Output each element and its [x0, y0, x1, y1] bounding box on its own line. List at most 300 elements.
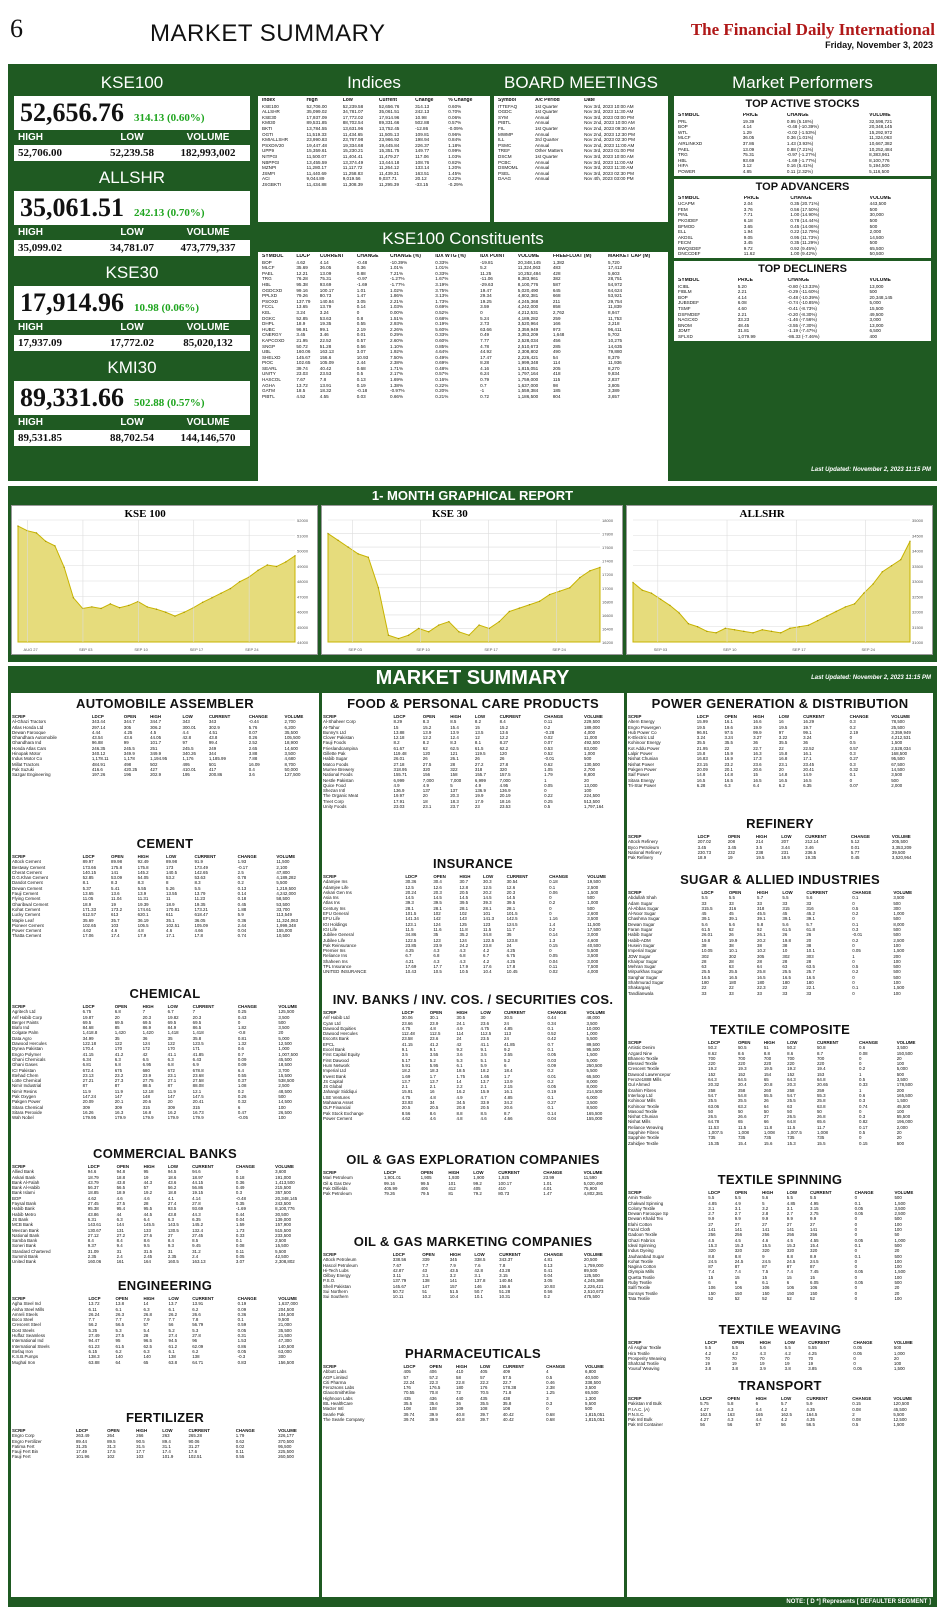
chart-point: [499, 621, 500, 622]
table-cell: 7.4: [708, 1269, 715, 1275]
table-cell: 8.3: [422, 719, 429, 725]
column-header: LOW: [166, 854, 177, 859]
column-header: HIGH: [449, 1252, 461, 1257]
table-cell: 14,500: [869, 234, 884, 240]
table-cell: PPLXD: [262, 293, 278, 299]
table-cell: 20.09: [82, 1099, 94, 1105]
table-cell: 7.7: [168, 1317, 175, 1323]
table-cell: 12.4: [450, 735, 459, 741]
table-cell: 12.6: [506, 884, 516, 890]
table-cell: 5,702: [608, 332, 620, 338]
indices-table-box: [258, 96, 490, 222]
kmi30-high: 89,531.85: [18, 432, 62, 444]
table-cell: 0.66%: [390, 393, 404, 399]
table-cell: 56.5: [115, 1322, 125, 1328]
chart-point: [347, 546, 348, 547]
chart-point: [368, 557, 369, 558]
table-cell: 456: [552, 337, 561, 343]
table-cell: 35.5: [480, 1401, 489, 1407]
table-cell: 11,590: [583, 1175, 597, 1181]
chart-point: [539, 601, 540, 602]
table-cell: 18,500: [278, 1062, 292, 1068]
table-cell: 10.05: [701, 948, 713, 954]
table-cell: 108.76: [415, 159, 430, 165]
chart-point: [599, 567, 600, 568]
table-cell: 14.9: [803, 772, 812, 778]
table-cell: 8.7: [504, 1110, 511, 1116]
chart-point: [669, 605, 670, 606]
table-cell: 0.08: [235, 1243, 245, 1249]
table-cell: 79.26: [383, 1191, 395, 1197]
table-cell: 13,455.59: [306, 159, 327, 165]
table-cell: 4,242,000: [517, 304, 539, 310]
table-cell: 61.5: [701, 927, 711, 933]
table-cell: 13,631.96: [342, 125, 364, 131]
column-header: Symbol: [498, 98, 517, 103]
table-cell: 65.6: [816, 1119, 826, 1125]
table-cell: 64.3: [708, 1077, 717, 1083]
table-cell: 18.5: [456, 1068, 466, 1074]
table-cell: 4.3: [727, 1406, 734, 1412]
table-cell: 5.3: [192, 1327, 199, 1333]
chart-point: [220, 593, 221, 594]
table-cell: 9.3: [167, 1243, 174, 1249]
table-cell: 52: [708, 1295, 714, 1301]
sector-table: [322, 874, 624, 975]
table-cell: 51: [422, 1289, 428, 1295]
table-cell: 405.99: [383, 1185, 398, 1191]
table-cell: 6.05: [810, 1280, 819, 1286]
table-cell: 0: [854, 1274, 858, 1280]
table-cell: 11,264.12: [378, 165, 400, 171]
table-cell: 11,308.39: [342, 181, 363, 187]
table-cell: 204,500: [278, 1306, 295, 1312]
table-cell: K.S.B.Pumps: [12, 1354, 39, 1360]
column-header: OPEN: [123, 714, 137, 719]
table-cell: 207.02: [697, 839, 712, 845]
table-cell: 10: [782, 948, 788, 954]
table-cell: 9.2: [504, 1047, 511, 1053]
table-cell: 501: [208, 761, 217, 767]
table-cell: 9,500: [278, 1317, 290, 1323]
table-cell: 13,000: [584, 782, 598, 788]
table-cell: 58: [456, 1374, 461, 1380]
table-cell: 7.77: [480, 337, 490, 343]
table-cell: 100: [278, 1104, 286, 1110]
table-cell: 87: [167, 1083, 173, 1089]
table-cell: 0.01: [850, 844, 860, 850]
table-cell: 1,418: [167, 1030, 179, 1036]
kmi30-change: 502.88 (0.57%): [134, 397, 205, 409]
table-cell: 0.31: [237, 1333, 247, 1339]
table-cell: 108: [502, 1406, 511, 1412]
table-cell: 0.1: [852, 985, 859, 991]
table-cell: 0.05: [853, 1366, 862, 1372]
table-cell: 305: [123, 724, 132, 730]
table-cell: 75.31: [742, 152, 755, 158]
table-cell: 10.4: [449, 1294, 459, 1300]
table-cell: United Bank: [12, 1259, 36, 1265]
table-cell: 147: [167, 1094, 175, 1100]
table-cell: 54.7: [708, 1092, 717, 1098]
table-cell: 2,837: [608, 377, 620, 383]
table-cell: 0: [859, 1108, 862, 1114]
table-cell: 0.11: [549, 964, 558, 970]
table-cell: 27: [786, 1221, 792, 1227]
table-cell: 500: [893, 927, 901, 933]
table-cell: 0.26: [237, 1094, 247, 1100]
table-cell: JDMT: [678, 328, 691, 334]
table-cell: 2.15: [504, 1084, 513, 1090]
table-cell: 16.8: [778, 756, 788, 762]
table-cell: 16.73: [192, 1109, 204, 1115]
sector-title: FOOD & PERSONAL CARE PRODUCTS: [322, 693, 624, 714]
table-cell: 0.82: [859, 1119, 868, 1125]
table-cell: 27.5: [116, 1201, 126, 1207]
summary-column-middle: [322, 693, 624, 1597]
table-cell: 231: [781, 849, 789, 855]
chart-point: [408, 635, 409, 636]
table-cell: Pakistan Intl Bulk: [628, 1401, 662, 1407]
table-cell: Boco Steel: [12, 1317, 34, 1323]
column-header: SCRIP: [628, 890, 642, 895]
table-cell: 0.5: [546, 1374, 553, 1380]
table-cell: Agha Steel Ind: [12, 1301, 41, 1307]
table-cell: 443,500: [869, 201, 887, 207]
table-cell: 18.3: [429, 1068, 439, 1074]
table-cell: 0: [356, 309, 360, 315]
column-header: SCRIP: [628, 834, 642, 839]
table-cell: 4.64%: [435, 349, 449, 355]
table-cell: 10,275: [608, 337, 623, 343]
column-header: OPEN: [115, 1296, 128, 1301]
table-cell: Nimir Industrial: [12, 1083, 42, 1089]
table-cell: 483: [552, 265, 561, 271]
table-cell: 0: [859, 1135, 862, 1141]
table-cell: 11,479.27: [378, 153, 400, 159]
table-cell: 344.7: [123, 719, 135, 725]
column-header: LOW: [787, 1040, 798, 1045]
table-cell: 45: [701, 911, 707, 917]
table-cell: 26.24: [88, 1311, 100, 1317]
table-cell: 8.28: [480, 360, 490, 366]
table-cell: 28.1: [506, 905, 516, 911]
table-cell: 11,258.83: [342, 170, 363, 176]
table-cell: 20.12: [415, 176, 427, 182]
table-cell: 5,720: [608, 259, 620, 265]
table-cell: 5.91: [401, 1062, 411, 1068]
chart-point: [678, 612, 679, 613]
table-cell: 6.2: [778, 782, 785, 788]
column-header: LOW: [483, 874, 494, 879]
column-header: FREEFLOAT (M): [552, 254, 592, 259]
table-cell: 3.12: [742, 163, 752, 169]
y-tick-label: 47000: [297, 594, 309, 600]
table-cell: 500: [893, 974, 901, 980]
table-cell: 17.49: [75, 1449, 87, 1455]
column-header: VOLUME: [893, 890, 913, 895]
performers-panel: [674, 70, 931, 341]
table-row: [322, 804, 624, 809]
table-cell: 5.5: [786, 1195, 793, 1201]
column-header: LOW: [167, 1004, 178, 1009]
table-cell: -0.48: [235, 1195, 246, 1201]
table-cell: 6.2: [115, 1348, 122, 1354]
table-cell: 6.5: [142, 1056, 149, 1062]
column-header: VOLUME: [896, 1040, 916, 1045]
table-cell: 0.09: [237, 1056, 247, 1062]
summary-title: MARKET SUMMARY: [375, 667, 570, 689]
chart-point: [100, 608, 101, 609]
table-cell: 33,700: [276, 906, 290, 912]
table-cell: 20: [894, 1248, 900, 1254]
table-cell: 0.06: [549, 889, 558, 895]
table-cell: 5.2: [504, 1057, 511, 1063]
column-header: Change: [415, 98, 434, 103]
table-cell: 14.8: [696, 772, 706, 778]
column-header: HIGH: [136, 1428, 148, 1433]
table-cell: 3.07: [356, 349, 366, 355]
column-header: VOLUME: [278, 1428, 297, 1433]
table-cell: -1.77%: [390, 281, 405, 287]
table-cell: 18.9: [697, 855, 707, 861]
table-cell: 263.49: [75, 1433, 90, 1439]
table-cell: Al-Noor Sugar: [628, 911, 656, 917]
table-cell: 17,937.09: [306, 114, 327, 120]
table-cell: 1.38%: [390, 382, 404, 388]
table-cell: 2,500: [278, 1083, 290, 1089]
table-cell: 5.3: [115, 1327, 122, 1333]
table-cell: 4.9: [393, 782, 400, 788]
table-cell: 20: [778, 766, 784, 772]
table-cell: Nishat Mills: [628, 1119, 651, 1125]
column-header: OPEN: [429, 1010, 443, 1015]
table-cell: 6.1: [762, 1280, 769, 1286]
table-cell: 9.72: [743, 245, 753, 251]
table-cell: 858: [552, 304, 561, 310]
volume-label: VOLUME: [186, 322, 230, 333]
table-cell: 258: [787, 1087, 795, 1093]
table-cell: 79.2: [473, 1191, 482, 1197]
table-cell: 0: [859, 1061, 862, 1067]
table-cell: 343.44: [91, 719, 106, 725]
table-cell: 145.67: [392, 1283, 407, 1289]
table-cell: 500: [278, 1019, 286, 1025]
table-cell: Nov 2nd, 2023 09:30 AM: [584, 125, 635, 131]
table-cell: 50.2: [708, 1045, 717, 1051]
table-cell: 13.72: [296, 382, 308, 388]
table-cell: 120,500: [893, 1401, 910, 1407]
table-cell: 2,700: [584, 766, 596, 772]
table-cell: 6.43: [192, 1056, 202, 1062]
sector-table: [627, 714, 933, 788]
table-cell: 122.5: [483, 937, 495, 943]
table-cell: 440: [456, 1395, 464, 1401]
table-cell: 0.49: [235, 1185, 245, 1191]
allshr-change: 242.13 (0.70%): [134, 207, 205, 219]
table-cell: 23.53: [499, 804, 511, 810]
table-cell: 14.5: [483, 895, 492, 901]
table-cell: 158: [450, 772, 458, 778]
chart-point: [54, 545, 55, 546]
table-cell: 55.5: [763, 1092, 773, 1098]
table-cell: 10.2: [757, 948, 766, 954]
table-cell: 39.7: [480, 1411, 489, 1417]
table-cell: 100.17: [498, 1180, 512, 1186]
table-cell: 8,000: [893, 921, 905, 927]
table-cell: Indus Dyeing: [628, 1248, 654, 1254]
table-cell: 15.9: [480, 1089, 490, 1095]
table-cell: 0.44: [235, 1211, 245, 1217]
table-cell: 102.65: [82, 922, 97, 928]
table-cell: 99.9: [753, 729, 762, 735]
table-cell: Imperial Ltd: [323, 1068, 346, 1074]
board-panel: [494, 70, 668, 222]
y-tick-label: 52000: [297, 518, 309, 523]
table-cell: 39.3: [405, 900, 414, 906]
column-header: LDCP: [705, 1340, 717, 1345]
table-cell: PRL: [678, 118, 687, 124]
sector-title: TEXTILE WEAVING: [627, 1319, 933, 1340]
high-label: HIGH: [18, 417, 43, 428]
table-cell: 101.5: [506, 911, 518, 917]
table-cell: 6.11: [88, 1306, 97, 1312]
table-cell: 52,656.76: [378, 103, 400, 109]
table-cell: 10.1: [474, 1294, 483, 1300]
table-cell: 17.4: [111, 933, 120, 939]
table-cell: 28.1: [483, 905, 492, 911]
decliners-title: TOP DECLINERS: [674, 261, 931, 277]
table-cell: ILL: [498, 137, 505, 143]
table-cell: -0.05: [237, 1115, 248, 1121]
table-cell: 5.5: [731, 1345, 738, 1351]
table-cell: 38: [757, 942, 762, 948]
table-cell: 43.8: [208, 735, 218, 741]
table-cell: 150,500: [896, 1050, 913, 1056]
table-cell: 55.3: [816, 1092, 826, 1098]
table-cell: 0.55: [235, 1454, 245, 1460]
table-cell: 0.07: [849, 782, 859, 788]
table-cell: 645: [552, 287, 561, 293]
table-cell: 3,500: [586, 1020, 598, 1026]
table-cell: 13.55: [166, 891, 178, 897]
table-cell: 4.60: [737, 306, 747, 312]
last-updated-top: Last Updated: November 2, 2023 11:15 PM: [811, 467, 931, 473]
table-cell: Bank Islami: [12, 1190, 35, 1196]
table-cell: 17,500: [587, 926, 601, 932]
table-cell: 15.35: [708, 1140, 720, 1146]
table-cell: 0.96%: [448, 131, 462, 137]
chart-point: [835, 611, 836, 612]
chart-point: [110, 603, 111, 604]
column-header: OPEN: [116, 1164, 130, 1169]
table-cell: 80.73: [498, 1191, 510, 1197]
table-cell: 735: [737, 1135, 746, 1141]
table-cell: 2,510,673: [583, 1289, 604, 1295]
table-cell: 100.17: [319, 287, 334, 293]
table-cell: 0: [852, 958, 855, 964]
table-cell: 140.84: [319, 298, 334, 304]
table-cell: 5.17: [401, 1057, 411, 1063]
y-tick-label: 32000: [912, 609, 924, 615]
table-cell: 22.3: [757, 985, 766, 991]
table-cell: 13.91: [192, 1301, 204, 1307]
column-header: HIGH: [459, 874, 471, 879]
table-cell: 13.09: [742, 146, 755, 152]
table-cell: 4.35: [806, 1417, 815, 1423]
table-cell: 52: [762, 1295, 768, 1301]
table-cell: 170.4: [82, 1046, 94, 1052]
table-cell: 7.4: [734, 1269, 741, 1275]
table-cell: 180: [728, 980, 737, 986]
table-cell: 0.3: [859, 1114, 866, 1120]
table-cell: Thatta Cement: [12, 933, 42, 939]
sector-table: [322, 1170, 624, 1196]
table-cell: 23.2: [114, 1072, 124, 1078]
column-header: LDCP: [88, 1296, 101, 1301]
table-cell: 23,767.98: [342, 137, 364, 143]
table-cell: 125,500: [278, 1009, 295, 1015]
table-cell: 89,500: [586, 1041, 600, 1047]
table-cell: 141: [708, 1227, 716, 1233]
chart-point: [239, 581, 240, 582]
sector-cement: [11, 833, 319, 983]
table-cell: 339: [422, 1257, 430, 1263]
table-cell: 20.1: [724, 766, 733, 772]
table-cell: 7,000: [499, 777, 511, 783]
table-cell: 0.14: [547, 1110, 557, 1116]
table-cell: Arif Habib Ltd: [323, 1015, 350, 1021]
table-cell: 1,500: [893, 985, 905, 991]
table-cell: 8.5: [480, 1110, 487, 1116]
table-cell: 242.13: [415, 109, 430, 115]
table-cell: 502.88: [415, 120, 430, 126]
table-cell: 11.9: [82, 1088, 91, 1094]
table-cell: 1,420: [142, 1030, 154, 1036]
table-cell: 6,200: [284, 724, 296, 730]
table-cell: 2.04: [743, 201, 753, 207]
table-cell: 3.2: [449, 1273, 456, 1279]
table-cell: 6: [734, 1280, 738, 1286]
table-cell: 0.3: [546, 1401, 553, 1407]
table-cell: 54: [552, 354, 558, 360]
table-cell: 27.5: [422, 761, 432, 767]
table-cell: 15.9: [724, 751, 733, 757]
table-cell: 16.8: [142, 1109, 152, 1115]
table-cell: 15.3: [786, 1242, 796, 1248]
table-cell: 1,759,000: [583, 1262, 604, 1268]
x-tick-label: SEP 24: [245, 647, 259, 652]
column-header: OPEN: [728, 890, 742, 895]
table-cell: 4,600: [587, 937, 599, 943]
table-cell: 19: [759, 1361, 765, 1367]
chart-point: [147, 606, 148, 607]
table-cell: 11.6: [433, 926, 442, 932]
table-cell: 150: [810, 1290, 818, 1296]
table-cell: 147: [114, 1094, 123, 1100]
table-cell: 27.5: [115, 1333, 125, 1339]
table-cell: 23.13: [82, 1072, 94, 1078]
table-cell: Treet Corp: [323, 798, 344, 804]
table-cell: 89.97: [82, 859, 94, 865]
table-cell: 123.8: [506, 937, 518, 943]
column-header: LOW: [784, 1340, 795, 1345]
table-cell: 5: [762, 1200, 765, 1206]
table-cell: 24.5: [734, 1258, 744, 1264]
table-cell: 100: [894, 1264, 902, 1270]
table-cell: 109.81: [415, 131, 430, 137]
table-cell: 16.83: [696, 756, 708, 762]
